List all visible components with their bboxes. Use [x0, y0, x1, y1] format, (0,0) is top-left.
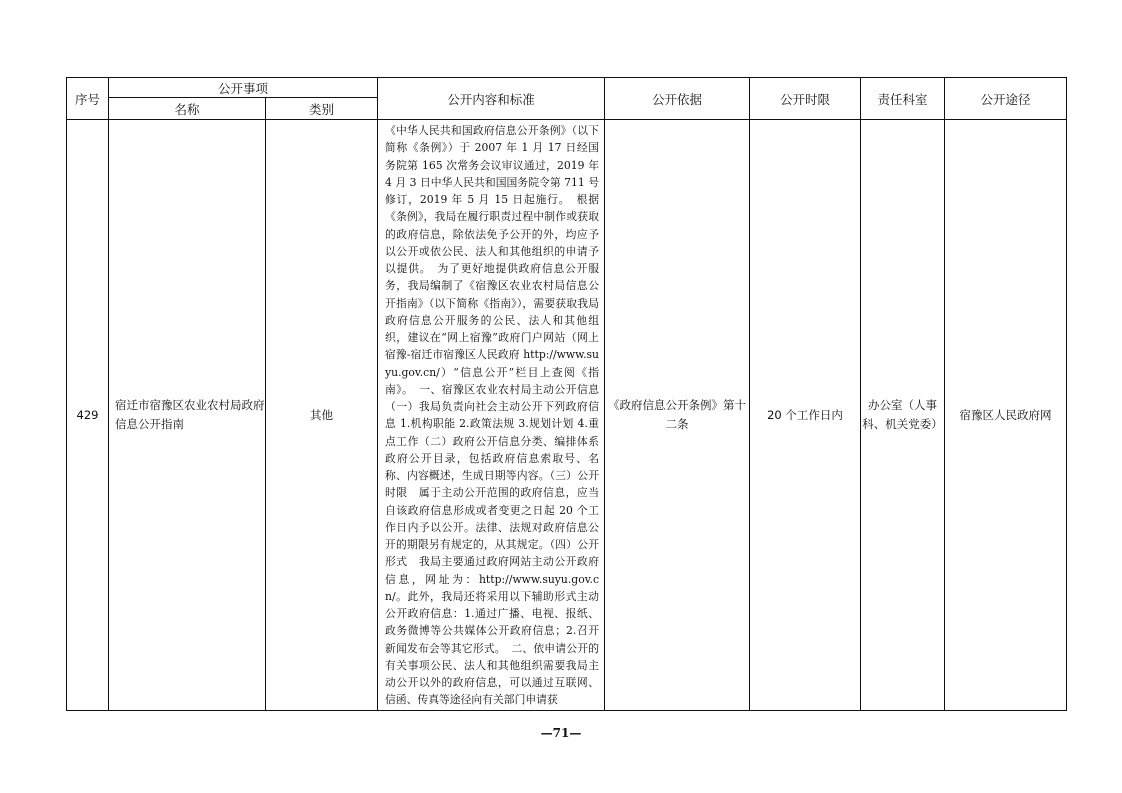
row-name: 宿迁市宿豫区农业农村局政府信息公开指南 [109, 120, 266, 711]
table-row [67, 120, 1067, 711]
row-content-cell [378, 120, 610, 711]
row-content: 《中华人民共和国政府信息公开条例》（以下简称《条例》）于 2007 年 1 月 17 日经国务院第 165 次常务会议审议通过，2019 年 4 月 3 日中华人民共和国国务院令第 711 号修订，2019 年 5 月 15 日起施行。 根据《条例》，我局在履行职责过程中制作或获取的政府信息，除依法免予公开的外，均应予以公开或依公民、法人和其他组织的申请予以提供。 为了更好地提供政府信息公开服务，我局编制了《宿豫区农业农村局信息公开指南》（以下简称《指南》），需要获取我局政府信息公开服务的公民、法人和其他组织，建议在“网上宿豫”政府门户网站（网上宿豫-宿迁市宿豫区人民政府 http://www.suyu.gov.cn/）“信息公开”栏目上查阅《指南》。 一、宿豫区农业农村局主动公开信息（一）我局负责向社会主动公开下列政府信息 1.机构职能 2.政策法规 3.规划计划 4.重点工作（二）政府公开信息分类、编排体系 政府公开目录，包括政府信息索取号、名称、内容概述，生成日期等内容。（三）公开时限 属于主动公开范围的政府信息，应当自该政府信息形成或者变更之日起 20 个工作日内予以公开。法律、法规对政府信息公开的期限另有规定的，从其规定。（四）公开形式 我局主要通过政府网站主动公开政府信息，网址为：http://www.suyu.gov.cn/。此外，我局还将采用以下辅助形式主动公开政府信息：1.通过广播、电视、报纸、政务微博等公共媒体公开政府信息；2.召开新闻发布会等其它形式。 二、依申请公开的有关事项公民、法人和其他组织需要我局主动公开以外的政府信息，可以通过互联网、信函、传真等途径向有关部门申请获 [385, 124, 610, 707]
row-category: 其他 [266, 120, 378, 711]
page-number: —71— [540, 726, 582, 740]
row-department: 办公室（人事科、机关党委） [861, 120, 945, 711]
header-row-1 [67, 78, 1067, 98]
row-time-limit: 20 个工作日内 [750, 120, 861, 711]
header-time-limit: 公开时限 [750, 78, 861, 120]
header-content-standard: 公开内容和标准 [378, 78, 605, 120]
header-basis: 公开依据 [605, 78, 750, 120]
row-basis: 《政府信息公开条例》第十二条 [605, 120, 750, 711]
disclosure-table [66, 77, 1067, 711]
header-public-item: 公开事项 [109, 78, 378, 98]
row-seq: 429 [67, 120, 109, 711]
row-channel: 宿豫区人民政府网 [945, 120, 1067, 711]
header-name: 名称 [109, 98, 266, 120]
header-seq: 序号 [67, 78, 109, 120]
header-department: 责任科室 [861, 78, 945, 120]
header-category: 类别 [266, 98, 378, 120]
header-channel: 公开途径 [945, 78, 1067, 120]
